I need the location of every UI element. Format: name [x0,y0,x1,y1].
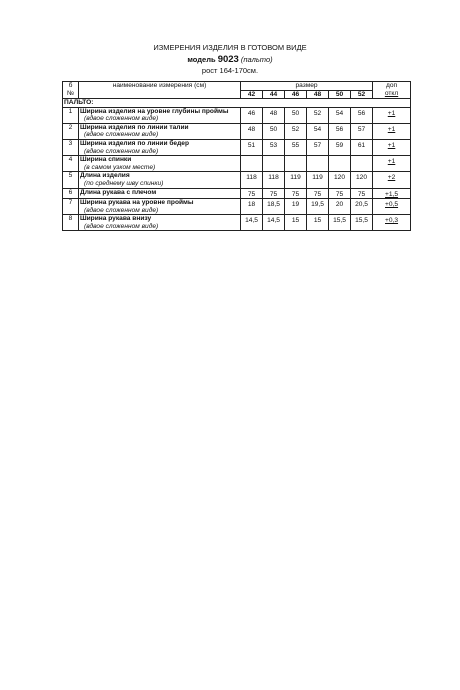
table-row [63,199,411,215]
measurement-name-cell [79,123,241,139]
measurement-name-cell [79,188,241,199]
header-row-top [63,82,411,91]
size-value: 59 [329,140,351,156]
size-value: 18,5 [263,199,285,215]
size-value: 119 [285,172,307,188]
measurement-name: Длина рукава с плечом [80,188,157,196]
measurement-name: Ширина спинки [80,156,132,164]
table-row [63,107,411,123]
size-value: 75 [351,188,373,199]
size-header: 52 [351,90,373,99]
model-line [0,55,460,65]
size-value: 52 [285,123,307,139]
section-label: ПАЛЬТО: [63,99,411,108]
size-value: 61 [351,140,373,156]
size-value: 57 [307,140,329,156]
model-note: (пальто) [240,55,273,64]
size-value: 75 [329,188,351,199]
tolerance-value: +0,5 [385,201,399,209]
measurement-note: (по среднему шву спинки) [84,179,164,187]
row-number: 8 [63,215,79,231]
size-header: 46 [285,90,307,99]
size-value: 46 [241,107,263,123]
size-value: 119 [307,172,329,188]
measurement-name: Ширина изделия на уровне глубины проймы [80,107,229,115]
row-number: 2 [63,123,79,139]
measurement-name: Ширина изделия по линии талии [80,123,189,131]
size-value: 20 [329,199,351,215]
row-number: 3 [63,140,79,156]
size-value: 53 [263,140,285,156]
tolerance-cell [373,188,411,199]
size-value [329,156,351,172]
size-value [307,156,329,172]
size-value: 15 [285,215,307,231]
col-size-header: размер [241,82,373,91]
row-number: 4 [63,156,79,172]
row-number: 7 [63,199,79,215]
measurements-table [62,81,411,231]
size-header: 50 [329,90,351,99]
size-value: 15 [307,215,329,231]
measurement-name: Ширина рукава на уровне проймы [80,199,194,207]
size-value: 48 [241,123,263,139]
tolerance-cell [373,215,411,231]
measurement-name-cell [79,140,241,156]
measurement-name-cell [79,199,241,215]
model-number: 9023 [217,54,239,65]
table-row [63,140,411,156]
size-value [241,156,263,172]
row-number: 1 [63,107,79,123]
size-value: 54 [329,107,351,123]
tolerance-value: +1 [387,158,396,166]
table-row [63,172,411,188]
size-value: 20,5 [351,199,373,215]
tolerance-cell [373,123,411,139]
size-value: 75 [307,188,329,199]
size-value: 18 [241,199,263,215]
size-value: 50 [285,107,307,123]
size-value: 75 [241,188,263,199]
size-value: 55 [285,140,307,156]
height-range: рост 164-170см. [201,66,259,75]
size-value: 50 [263,123,285,139]
size-value: 120 [351,172,373,188]
table-row [63,188,411,199]
size-value: 15,5 [329,215,351,231]
tolerance-cell [373,172,411,188]
tolerance-value: +1 [387,142,396,150]
col-number-header: б № [63,82,79,99]
tolerance-cell [373,140,411,156]
col-tolerance-header: доп откл [373,82,411,99]
size-value [351,156,373,172]
tolerance-value: +2 [387,174,396,182]
measurement-name-cell [79,107,241,123]
size-value: 15,5 [351,215,373,231]
size-value [285,156,307,172]
measurement-name: Ширина изделия по линии бедер [80,140,189,148]
size-value: 120 [329,172,351,188]
col-name-header: наименование измерения (см) [79,82,241,99]
size-value: 51 [241,140,263,156]
size-value: 56 [351,107,373,123]
measurement-note: (вдвое сложенном виде) [84,222,159,230]
measurement-name: Длина изделия [80,172,130,180]
size-value: 14,5 [241,215,263,231]
measurement-note: (вдвое сложенном виде) [84,206,159,214]
size-value: 75 [263,188,285,199]
section-row [63,99,411,108]
measurement-name: Ширина рукава внизу [80,215,152,223]
document-title: ИЗМЕРЕНИЯ ИЗДЕЛИЯ В ГОТОВОМ ВИДЕ [153,43,307,52]
size-value: 48 [263,107,285,123]
measurement-name-cell [79,215,241,231]
size-header: 42 [241,90,263,99]
size-value: 75 [285,188,307,199]
tolerance-cell [373,199,411,215]
tolerance-value: +1 [387,125,396,133]
measurement-name-cell [79,172,241,188]
tolerance-value: +1 [387,109,396,117]
measurement-name-cell [79,156,241,172]
size-value: 14,5 [263,215,285,231]
size-value: 118 [241,172,263,188]
tolerance-cell [373,107,411,123]
row-number: 6 [63,188,79,199]
size-header: 44 [263,90,285,99]
measurement-note: (в самом узком месте) [84,163,156,171]
measurement-note: (вдвое сложенном виде) [84,131,159,139]
tolerance-value: +0,3 [385,217,399,225]
size-header: 48 [307,90,329,99]
row-number: 5 [63,172,79,188]
size-value: 19 [285,199,307,215]
tolerance-value: +1,5 [385,190,399,198]
size-value: 57 [351,123,373,139]
tolerance-cell [373,156,411,172]
measurement-note: (вдвое сложенном виде) [84,147,159,155]
size-value [263,156,285,172]
size-value: 118 [263,172,285,188]
size-value: 56 [329,123,351,139]
size-value: 54 [307,123,329,139]
table-row [63,123,411,139]
size-value: 19,5 [307,199,329,215]
size-value: 52 [307,107,329,123]
model-label: модель [187,55,216,64]
table-row [63,156,411,172]
measurement-note: (вдвое сложенном виде) [84,115,159,123]
table-row [63,215,411,231]
